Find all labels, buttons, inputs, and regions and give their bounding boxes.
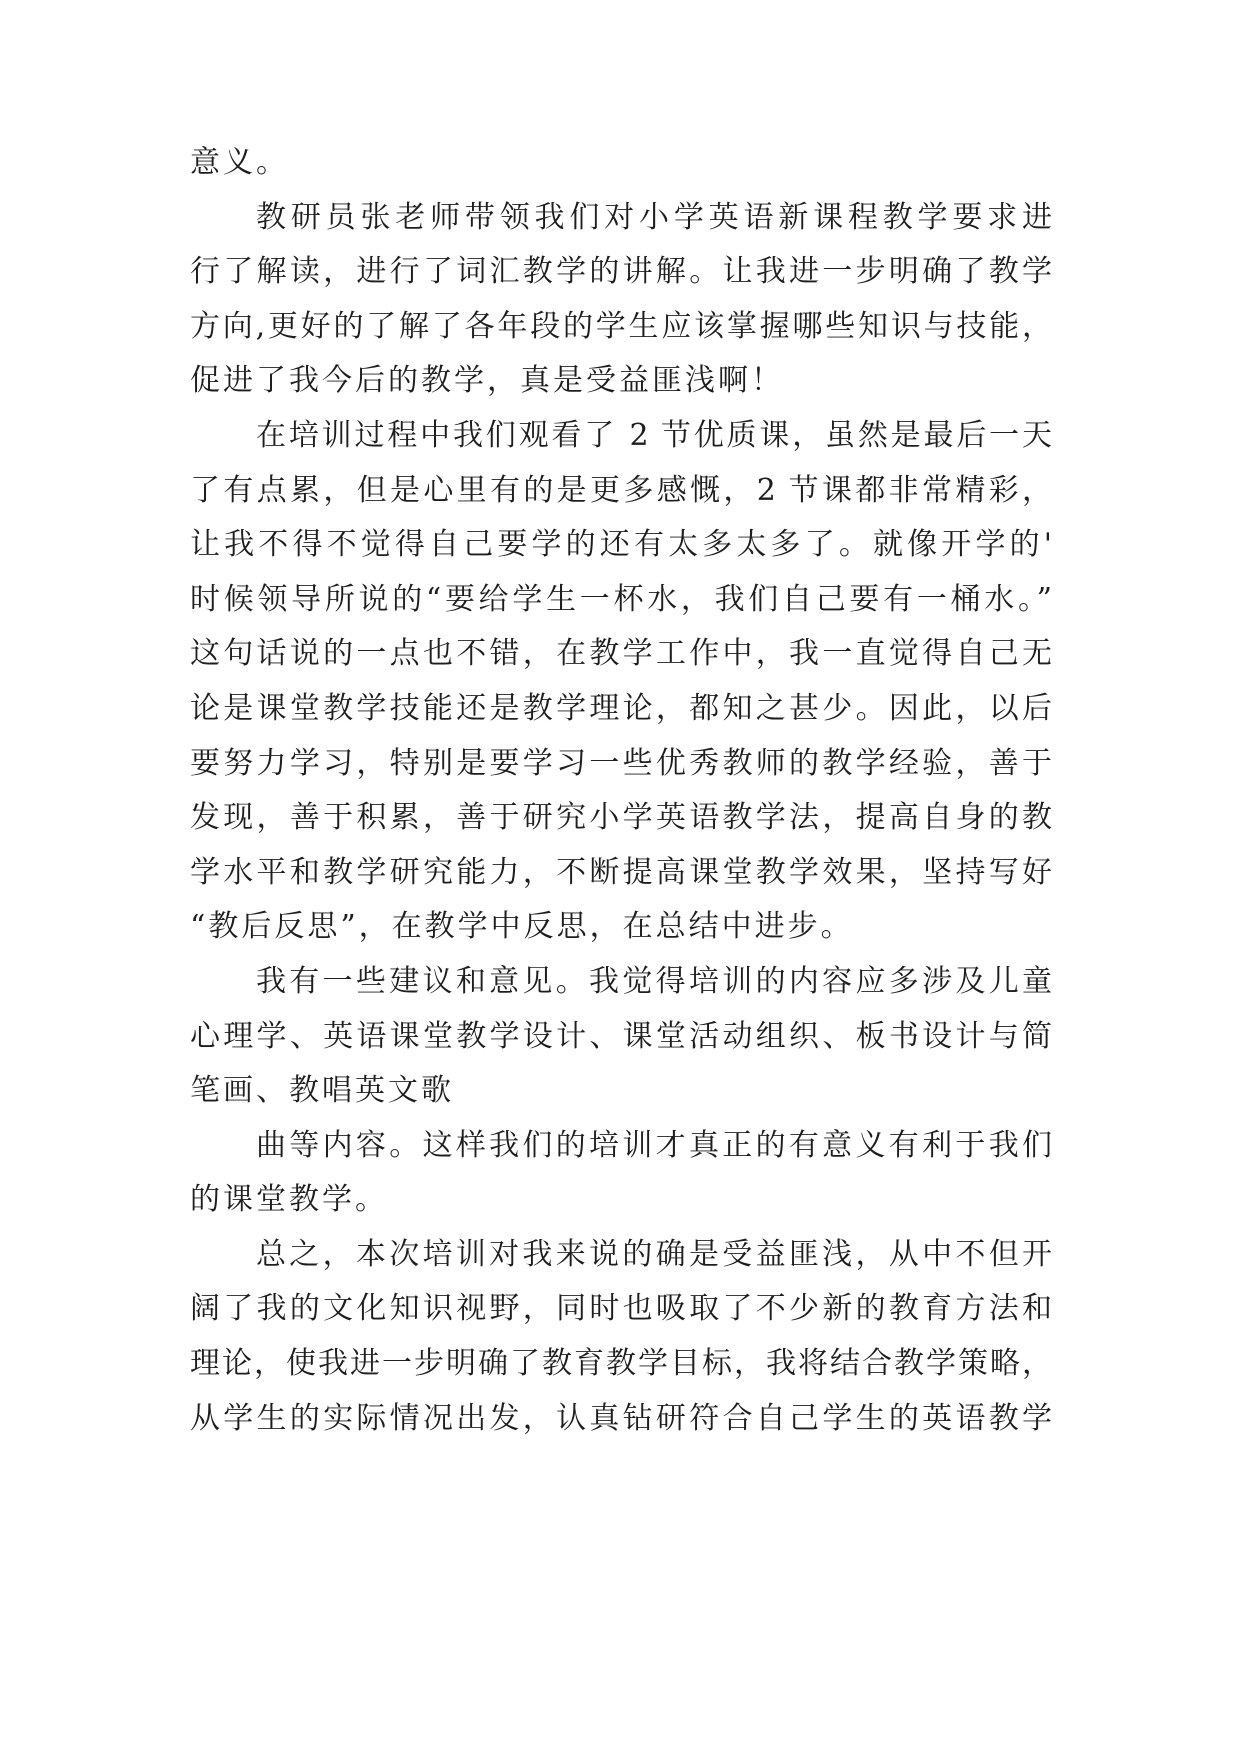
text-line: 了有点累，但是心里有的是更多感慨，2 节课都非常精彩，: [190, 472, 1052, 508]
text-line: 阔了我的文化知识视野，同时也吸取了不少新的教育方法和: [190, 1291, 1052, 1327]
text-line: 这句话说的一点也不错，在教学工作中，我一直觉得自己无: [190, 636, 1052, 672]
text-line: 教研员张老师带领我们对小学英语新课程教学要求进: [256, 199, 1052, 235]
text-line: 方向,更好的了解了各年段的学生应该掌握哪些知识与技能，: [190, 308, 1052, 344]
text-line: 在培训过程中我们观看了 2 节优质课，虽然是最后一天: [256, 417, 1052, 453]
paragraph: [190, 136, 1052, 191]
text-line: 时候领导所说的“要给学生一杯水，我们自己要有一桶水。”: [190, 581, 1052, 617]
text-line: 理论，使我进一步明确了教育教学目标，我将结合教学策略，: [190, 1346, 1052, 1382]
text-line: 要努力学习，特别是要学习一些优秀教师的教学经验，善于: [190, 745, 1052, 781]
text-line: “教后反思”，在教学中反思，在总结中进步。: [190, 909, 854, 945]
text-line: 心理学、英语课堂教学设计、课堂活动组织、板书设计与简: [190, 1018, 1052, 1054]
paragraph: [190, 955, 1052, 1119]
text-line: 行了解读，进行了词汇教学的讲解。让我进一步明确了教学: [190, 254, 1052, 290]
text-line: 发现，善于积累，善于研究小学英语教学法，提高自身的教: [190, 800, 1052, 836]
paragraph: [190, 191, 1052, 409]
text-line: 的课堂教学。: [190, 1182, 388, 1218]
paragraph: [190, 1119, 1052, 1228]
text-line: 促进了我今后的教学，真是受益匪浅啊！: [190, 363, 784, 399]
paragraph: [190, 1228, 1052, 1446]
paragraph: [190, 409, 1052, 955]
text-line: 总之，本次培训对我来说的确是受益匪浅，从中不但开: [256, 1236, 1052, 1272]
text-line: 从学生的实际情况出发，认真钻研符合自己学生的英语教学: [190, 1400, 1052, 1436]
text-line: 曲等内容。这样我们的培训才真正的有意义有利于我们: [256, 1127, 1052, 1163]
text-line: 笔画、教唱英文歌: [190, 1073, 454, 1109]
document-body: [190, 136, 1052, 1446]
text-line: 意义。: [190, 145, 289, 180]
text-line: 论是课堂教学技能还是教学理论，都知之甚少。因此，以后: [190, 690, 1052, 726]
text-line: 学水平和教学研究能力，不断提高课堂教学效果，坚持写好: [190, 854, 1052, 890]
text-line: 让我不得不觉得自己要学的还有太多太多了。就像开学的': [190, 527, 1052, 563]
text-line: 我有一些建议和意见。我觉得培训的内容应多涉及儿童: [256, 963, 1052, 999]
